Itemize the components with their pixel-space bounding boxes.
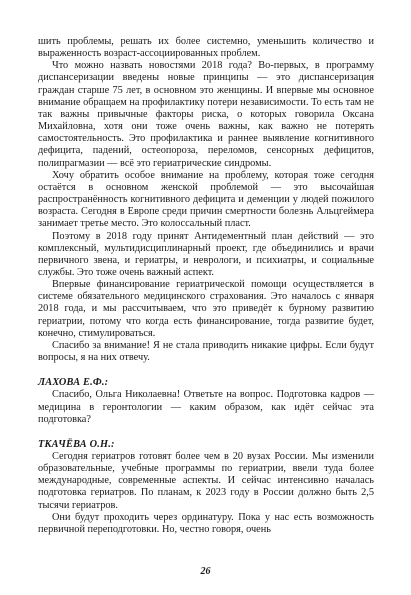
page-number: 26 bbox=[200, 566, 211, 577]
speaker-name-tkacheva: ТКАЧЁВА О.Н.: bbox=[38, 438, 115, 450]
paragraph-tkacheva-answer-1: Сегодня гериатров готовят более чем в 20 вузах России. Мы изменили образовательные, учебные программы по гериатрии, ввели туда более международные, современные аспекты. И сейчас интенсивно началась подготовка гериатров. По планам, к 2023 году в России должно быть 2,5 тысячи гериатров. bbox=[38, 451, 374, 511]
paragraph-financing: Впервые финансирование гериатрической помощи осуществляется в системе обязательного медицинского страхования. Это началось с января 2018 года, и мы рассчитываем, что это приведёт к бурному развитию гериатрии, потому что когда есть финансирование, тогда развитие будет, конечно, стимулироваться. bbox=[38, 279, 374, 339]
document-page bbox=[38, 36, 374, 536]
paragraph-tkacheva-answer-2: Они будут проходить через ординатуру. Пока у нас есть возможность первичной переподготовки. Но, честно говоря, очень bbox=[38, 511, 374, 535]
paragraph-news-2018: Что можно назвать новостями 2018 года? Во-первых, в программу диспансеризации введены новые принципы — это диспансеризация граждан старше 75 лет, в основном это женщины. И впервые мы основное внимание обращаем на профилактику потери независимости. То есть там не так важны привычные факторы риска, о которых говорила Оксана Михайловна, хотя они тоже очень важны, как важно не потерять самостоятельность. Это профилактика и раннее выявление когнитивного дефицита, падений, остеопороза, переломов, сенсорных дефицитов, полипрагмазии — всё это гериатрические синдромы. bbox=[38, 60, 374, 169]
paragraph-cognitive-deficit: Хочу обратить особое внимание на проблему, которая тоже сегодня остаётся в основном женской проблемой — это высочайшая распространённость когнитивного дефицита и деменции у людей пожилого возраста. Сегодня в Европе среди причин смертности болезнь Альцгеймера занимает третье место. Это колоссальный пласт. bbox=[38, 169, 374, 230]
paragraph-lakhova-question: Спасибо, Ольга Николаевна! Ответьте на вопрос. Подготовка кадров — медицина в геронтологии — каким образом, как идёт сейчас эта подготовка? bbox=[38, 389, 374, 425]
paragraph-thanks: Спасибо за внимание! Я не стала приводить никакие цифры. Если будут вопросы, я на них отвечу. bbox=[38, 339, 374, 364]
speaker-name-lakhova: ЛАХОВА Е.Ф.: bbox=[38, 377, 109, 389]
paragraph-antidementia-plan: Поэтому в 2018 году принят Антидементный план действий — это комплексный, мультидисциплинарный проект, где объединились и врачи первичного звена, и гериатры, и неврологи, и психиатры, и социальные службы. Это тоже очень важный аспект. bbox=[38, 230, 374, 278]
paragraph-continued: шить проблемы, решать их более системно, уменьшить количество и выраженность возраст-ассоциированных проблем. bbox=[38, 36, 374, 60]
